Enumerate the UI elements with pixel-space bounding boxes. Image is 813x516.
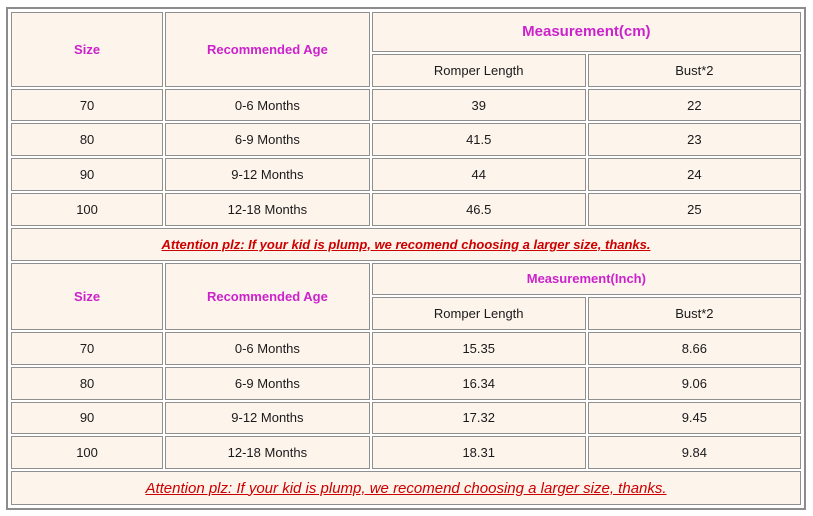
age-cell: 12-18 Months (165, 193, 370, 226)
inch-attention-row (11, 471, 801, 505)
size-cell: 100 (11, 436, 163, 469)
table-row (11, 436, 801, 469)
cm-age-header: Recommended Age (165, 12, 370, 87)
age-cell: 0-6 Months (165, 332, 370, 365)
table-row (11, 123, 801, 156)
romper-cell: 16.34 (372, 367, 586, 400)
table-row (11, 402, 801, 435)
table-row (11, 89, 801, 122)
size-cell: 80 (11, 367, 163, 400)
size-cell: 100 (11, 193, 163, 226)
romper-cell: 18.31 (372, 436, 586, 469)
cm-attention-row (11, 228, 801, 261)
size-chart-table (9, 10, 803, 507)
bust-cell: 9.84 (588, 436, 801, 469)
table-row (11, 332, 801, 365)
age-cell: 6-9 Months (165, 123, 370, 156)
bust-cell: 8.66 (588, 332, 801, 365)
bust-cell: 23 (588, 123, 801, 156)
romper-cell: 44 (372, 158, 586, 191)
inch-romper-header: Romper Length (372, 297, 586, 330)
inch-attention-note: Attention plz: If your kid is plump, we recomend choosing a larger size, thanks. (11, 471, 801, 505)
cm-header-row (11, 12, 801, 52)
bust-cell: 24 (588, 158, 801, 191)
table-row (11, 158, 801, 191)
romper-cell: 17.32 (372, 402, 586, 435)
inch-age-header: Recommended Age (165, 263, 370, 331)
inch-measurement-header: Measurement(Inch) (372, 263, 801, 296)
cm-measurement-header: Measurement(cm) (372, 12, 801, 52)
table-row (11, 193, 801, 226)
size-cell: 70 (11, 89, 163, 122)
romper-cell: 41.5 (372, 123, 586, 156)
inch-bust-header: Bust*2 (588, 297, 801, 330)
inch-size-header: Size (11, 263, 163, 331)
age-cell: 0-6 Months (165, 89, 370, 122)
romper-cell: 46.5 (372, 193, 586, 226)
bust-cell: 9.45 (588, 402, 801, 435)
age-cell: 9-12 Months (165, 402, 370, 435)
cm-bust-header: Bust*2 (588, 54, 801, 87)
bust-cell: 22 (588, 89, 801, 122)
age-cell: 9-12 Months (165, 158, 370, 191)
bust-cell: 25 (588, 193, 801, 226)
size-cell: 90 (11, 158, 163, 191)
size-cell: 80 (11, 123, 163, 156)
age-cell: 12-18 Months (165, 436, 370, 469)
size-cell: 90 (11, 402, 163, 435)
cm-romper-header: Romper Length (372, 54, 586, 87)
romper-cell: 15.35 (372, 332, 586, 365)
cm-attention-note: Attention plz: If your kid is plump, we recomend choosing a larger size, thanks. (11, 228, 801, 261)
table-row (11, 367, 801, 400)
age-cell: 6-9 Months (165, 367, 370, 400)
cm-size-header: Size (11, 12, 163, 87)
romper-cell: 39 (372, 89, 586, 122)
inch-header-row (11, 263, 801, 296)
bust-cell: 9.06 (588, 367, 801, 400)
size-cell: 70 (11, 332, 163, 365)
size-chart-frame (6, 7, 806, 510)
